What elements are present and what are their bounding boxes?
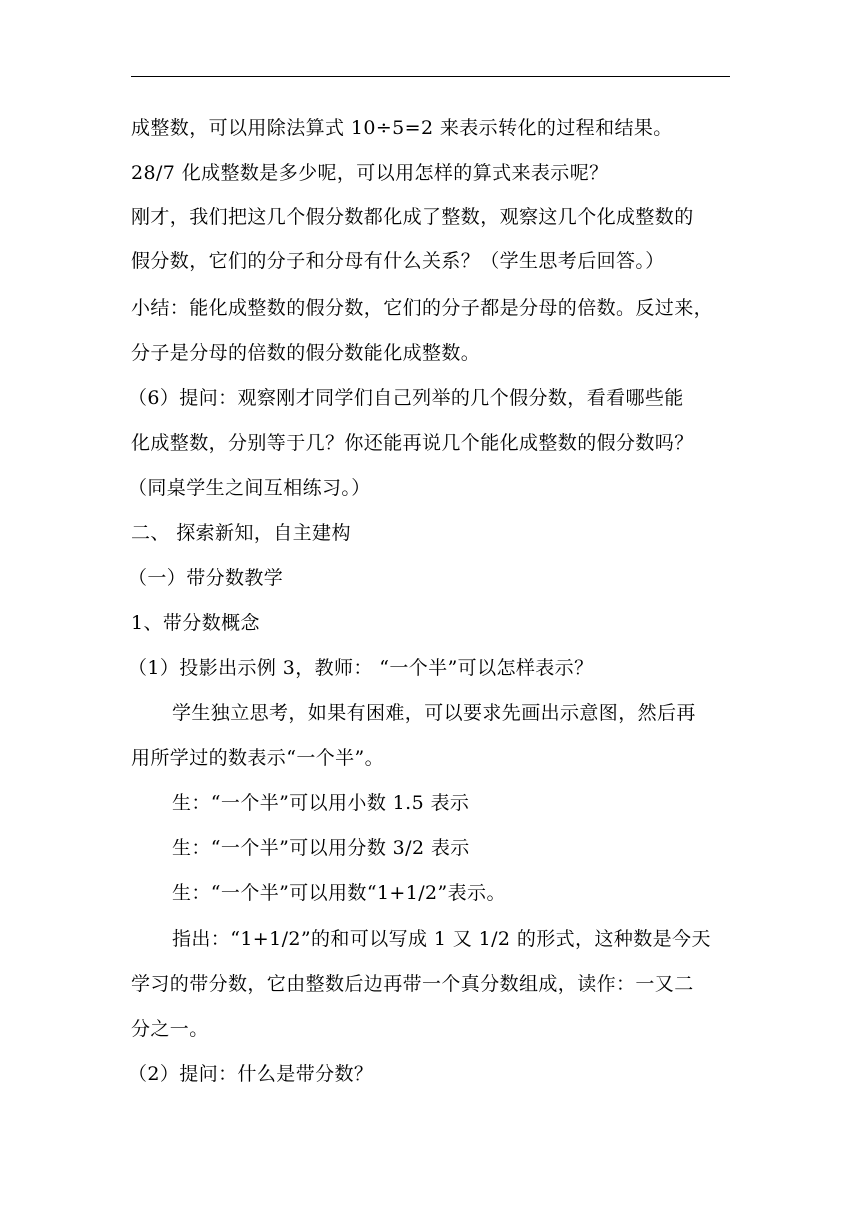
text-line: （6）提问：观察刚才同学们自己列举的几个假分数，看看哪些能	[128, 387, 684, 409]
text-line: 分子是分母的倍数的假分数能化成整数。	[131, 342, 481, 364]
text-line: 学生独立思考，如果有困难，可以要求先画出示意图，然后再	[172, 702, 696, 724]
text-line: （2）提问：什么是带分数？	[128, 1063, 374, 1085]
text-line: 28/7 化成整数是多少呢，可以用怎样的算式来表示呢？	[131, 162, 609, 184]
text-line: （同桌学生之间互相练习。）	[128, 477, 371, 499]
text-line: 用所学过的数表示“一个半”。	[131, 747, 385, 769]
text-line: 分之一。	[131, 1018, 209, 1040]
text-line: 生：“一个半”可以用数“1+1/2”表示。	[172, 882, 506, 904]
text-line: 化成整数，分别等于几？你还能再说几个能化成整数的假分数吗？	[131, 432, 694, 454]
text-line: 生：“一个半”可以用分数 3/2 表示	[172, 837, 470, 859]
text-line: 小结：能化成整数的假分数，它们的分子都是分母的倍数。反过来，	[131, 297, 714, 319]
section-heading: 二、 探索新知，自主建构	[131, 522, 351, 544]
text-line: 学习的带分数，它由整数后边再带一个真分数组成，读作：一又二	[131, 973, 694, 995]
text-line: 指出：“1+1/2”的和可以写成 1 又 1/2 的形式，这种数是今天	[172, 928, 711, 950]
subsection-heading: 1、带分数概念	[131, 612, 260, 634]
text-line: 假分数，它们的分子和分母有什么关系？（学生思考后回答。）	[131, 250, 665, 272]
text-line: （1）投影出示例 3，教师： “一个半”可以怎样表示？	[128, 657, 594, 679]
text-line: 成整数，可以用除法算式 10÷5=2 来表示转化的过程和结果。	[131, 117, 673, 139]
subsection-heading: （一）带分数教学	[128, 567, 284, 589]
text-line: 刚才，我们把这几个假分数都化成了整数，观察这几个化成整数的	[131, 206, 694, 228]
text-line: 生：“一个半”可以用小数 1.5 表示	[172, 792, 470, 814]
header-rule	[131, 76, 730, 77]
